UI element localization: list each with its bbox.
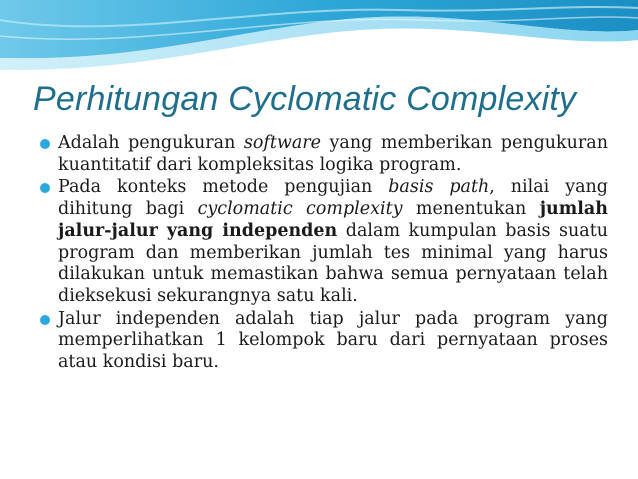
bullet-item [38, 309, 608, 374]
bullet-text: menentukan [402, 199, 540, 220]
bold-text: jumlah jalur-jalur yang independen [58, 199, 608, 241]
bullet-item [38, 133, 608, 176]
header-wave-decoration [0, 0, 638, 80]
emphasis-text: cyclomatic complexity [197, 199, 403, 220]
emphasis-text: basis path [388, 177, 490, 198]
bullet-item [38, 177, 608, 307]
bullet-dot-icon [40, 139, 50, 149]
bullet-dot-icon [40, 183, 50, 193]
bullet-text: dalam kumpulan basis suatu program dan memberikan jumlah tes minimal yang harus dilakukan untuk memastikan bahwa semua pernyataan telah dieksekusi sekurangnya satu kali. [58, 220, 608, 306]
bullet-dot-icon [40, 315, 50, 325]
bullet-list [38, 133, 608, 375]
bullet-text: Adalah pengukuran [58, 133, 244, 153]
slide-title: Perhitungan Cyclomatic Complexity [33, 80, 577, 118]
bullet-text: Pada konteks metode pengujian [58, 177, 389, 198]
bullet-text: , nilai yang dihitung bagi [58, 177, 608, 220]
bullet-text: Jalur independen adalah tiap jalur pada program yang memperlihatkan 1 kelompok baru dari pernyataan proses atau kondisi baru. [58, 308, 608, 373]
bullet-text: yang memberikan pengukuran kuantitatif dari kompleksitas logika program. [58, 133, 608, 175]
emphasis-text: software [243, 133, 322, 153]
